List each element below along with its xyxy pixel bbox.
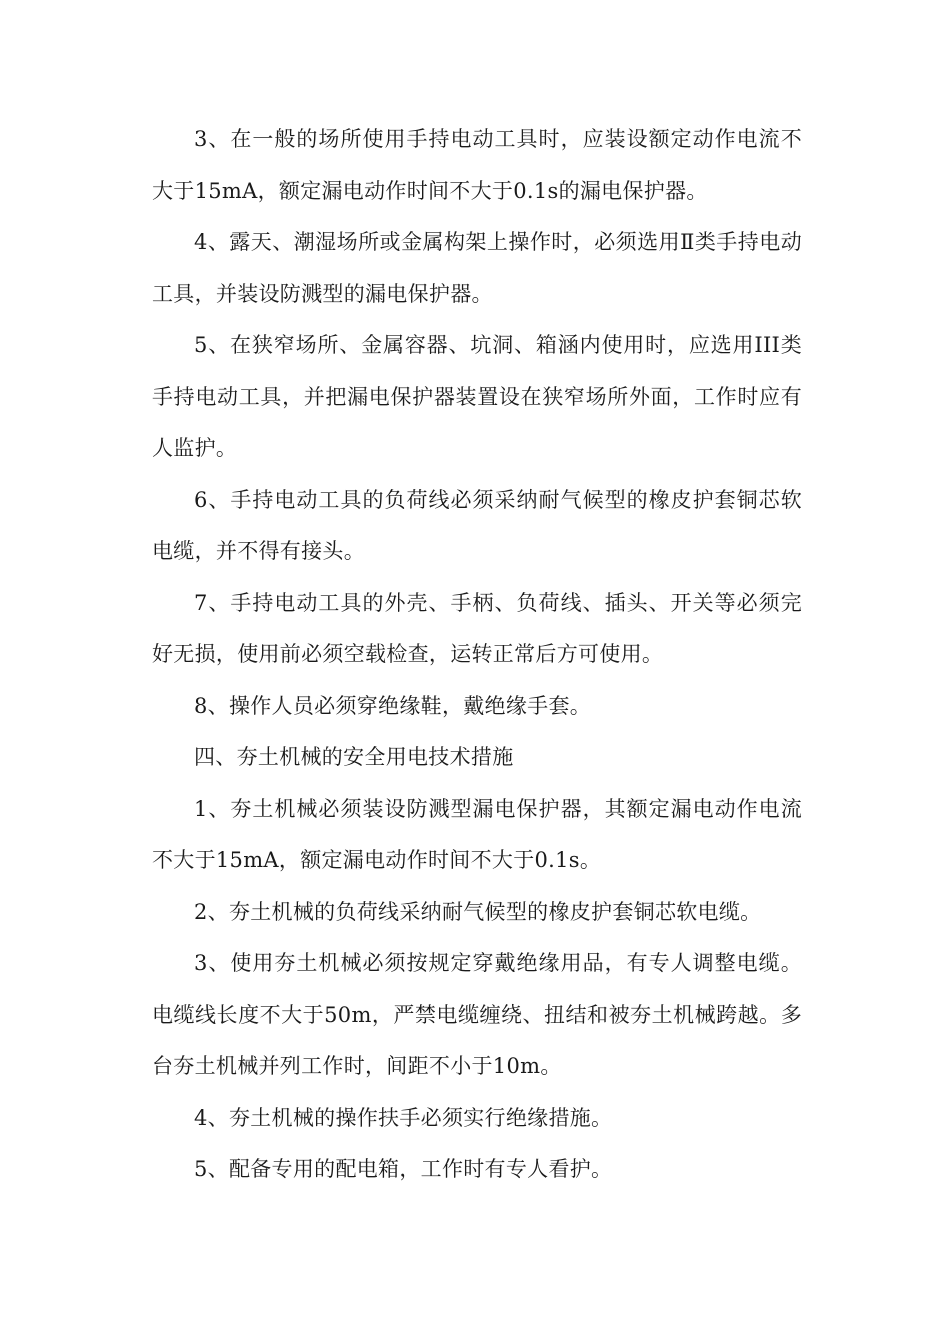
paragraph-hand-tool-inspection: 7、手持电动工具的外壳、手柄、负荷线、插头、开关等必须完好无损，使用前必须空载检查，运转正常后方可使用。 xyxy=(152,590,802,666)
document-body xyxy=(152,114,802,1196)
paragraph-hand-tool-general-location: 3、在一般的场所使用手持电动工具时，应装设额定动作电流不大于15mA，额定漏电动作时间不大于0.1s的漏电保护器。 xyxy=(152,127,802,203)
paragraph-rammer-leakage-protector: 1、夯土机械必须装设防溅型漏电保护器，其额定漏电动作电流不大于15mA，额定漏电动作时间不大于0.1s。 xyxy=(152,796,802,872)
paragraph-rammer-operation-rules: 3、使用夯土机械必须按规定穿戴绝缘用品，有专人调整电缆。电缆线长度不大于50m，严禁电缆缠绕、扭结和被夯土机械跨越。多台夯土机械并列工作时，间距不小于10m。 xyxy=(152,951,802,1078)
paragraph-hand-tool-load-cable: 6、手持电动工具的负荷线必须采纳耐气候型的橡皮护套铜芯软电缆，并不得有接头。 xyxy=(152,487,802,563)
paragraph-rammer-load-cable: 2、夯土机械的负荷线采纳耐气候型的橡皮护套铜芯软电缆。 xyxy=(194,899,762,924)
paragraph-operator-insulation: 8、操作人员必须穿绝缘鞋，戴绝缘手套。 xyxy=(194,693,592,718)
paragraph-rammer-distribution-box: 5、配备专用的配电箱，工作时有专人看护。 xyxy=(194,1157,613,1181)
paragraph-hand-tool-outdoor-humid: 4、露天、潮湿场所或金属构架上操作时，必须选用Ⅱ类手持电动工具，并装设防溅型的漏电保护器。 xyxy=(152,230,802,306)
paragraph-hand-tool-narrow-space: 5、在狭窄场所、金属容器、坑洞、箱涵内使用时，应选用III类手持电动工具，并把漏电保护器装置设在狭窄场所外面，工作时应有人监护。 xyxy=(152,333,802,460)
paragraph-rammer-handle-insulation: 4、夯土机械的操作扶手必须实行绝缘措施。 xyxy=(194,1105,613,1130)
section-heading-rammer-safety: 四、夯土机械的安全用电技术措施 xyxy=(194,745,514,769)
